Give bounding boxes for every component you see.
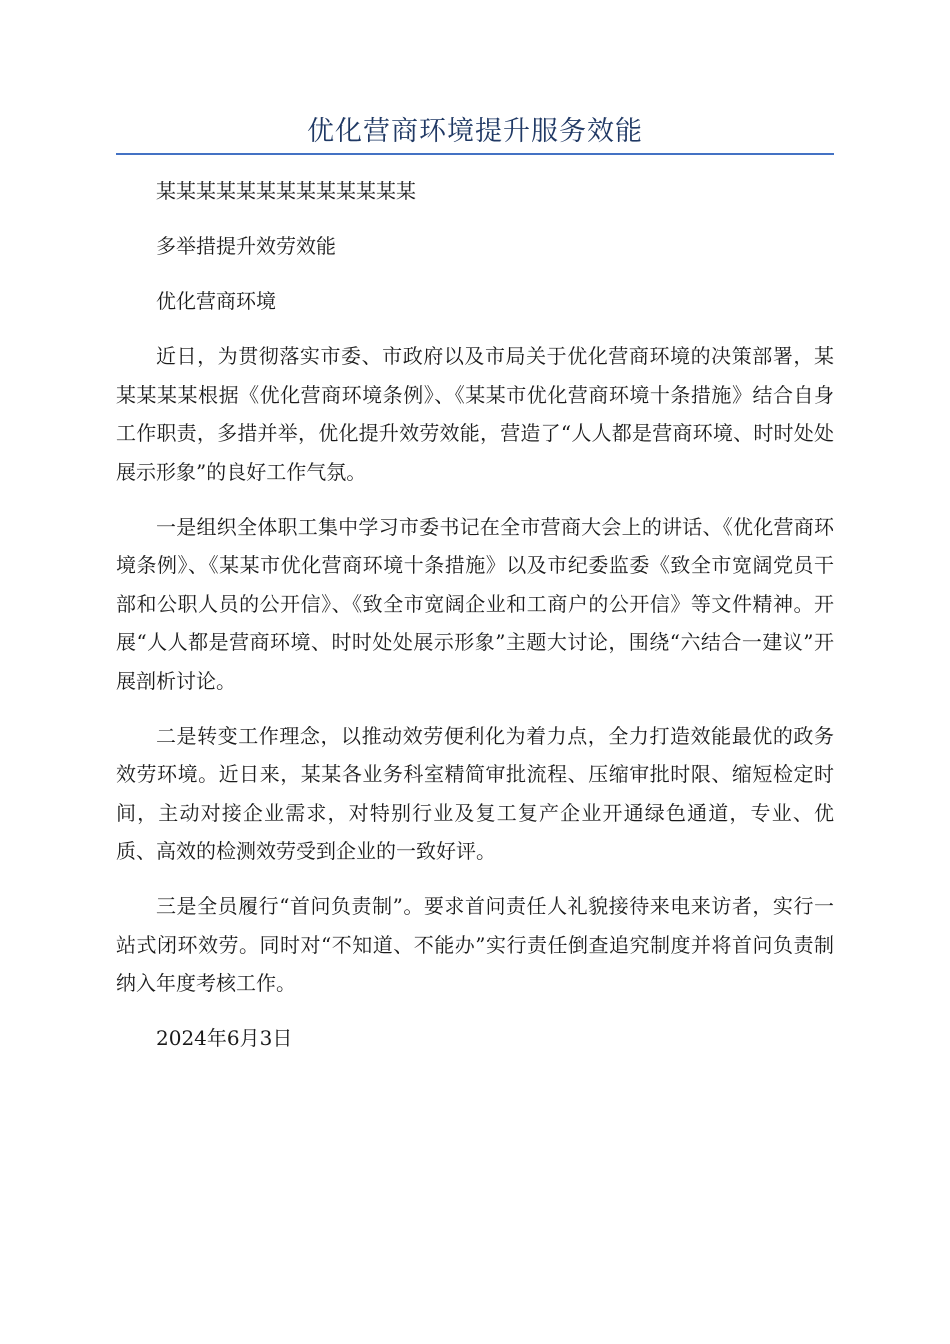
document-body xyxy=(116,172,834,1074)
org-line: 某某某某某某某某某某某某某 xyxy=(156,179,416,203)
body-paragraph: 一是组织全体职工集中学习市委书记在全市营商大会上的讲话、《优化营商环境条例》、《某某市优化营商环境十条措施》以及市纪委监委《致全市宽阔党员干部和公职人员的公开信》、《致全市宽阔企业和工商户的公开信》等文件精神。开展“人人都是营商环境、时时处处展示形象”主题大讨论，围绕“六结合一建议”开展剖析讨论。 xyxy=(116,514,834,693)
subtitle-line: 优化营商环境 xyxy=(156,289,276,313)
body-paragraph: 三是全员履行“首问负责制”。要求首问责任人礼貌接待来电来访者，实行一站式闭环效劳。同时对“不知道、不能办”实行责任倒查追究制度并将首问负责制纳入年度考核工作。 xyxy=(116,894,834,995)
document-date: 2024年6月3日 xyxy=(156,1026,293,1050)
subtitle-line: 多举措提升效劳效能 xyxy=(156,234,336,258)
body-paragraph: 二是转变工作理念，以推动效劳便利化为着力点，全力打造效能最优的政务效劳环境。近日来，某某各业务科室精简审批流程、压缩审批时限、缩短检定时间，主动对接企业需求，对特别行业及复工复产企业开通绿色通道，专业、优质、高效的检测效劳受到企业的一致好评。 xyxy=(116,723,834,863)
body-paragraph: 近日，为贯彻落实市委、市政府以及市局关于优化营商环境的决策部署，某某某某某根据《优化营商环境条例》、《某某市优化营商环境十条措施》结合自身工作职责，多措并举，优化提升效劳效能，营造了“人人都是营商环境、时时处处展示形象”的良好工作气氛。 xyxy=(116,344,834,484)
document-title: 优化营商环境提升服务效能 xyxy=(307,116,643,147)
title-underline xyxy=(116,153,834,155)
